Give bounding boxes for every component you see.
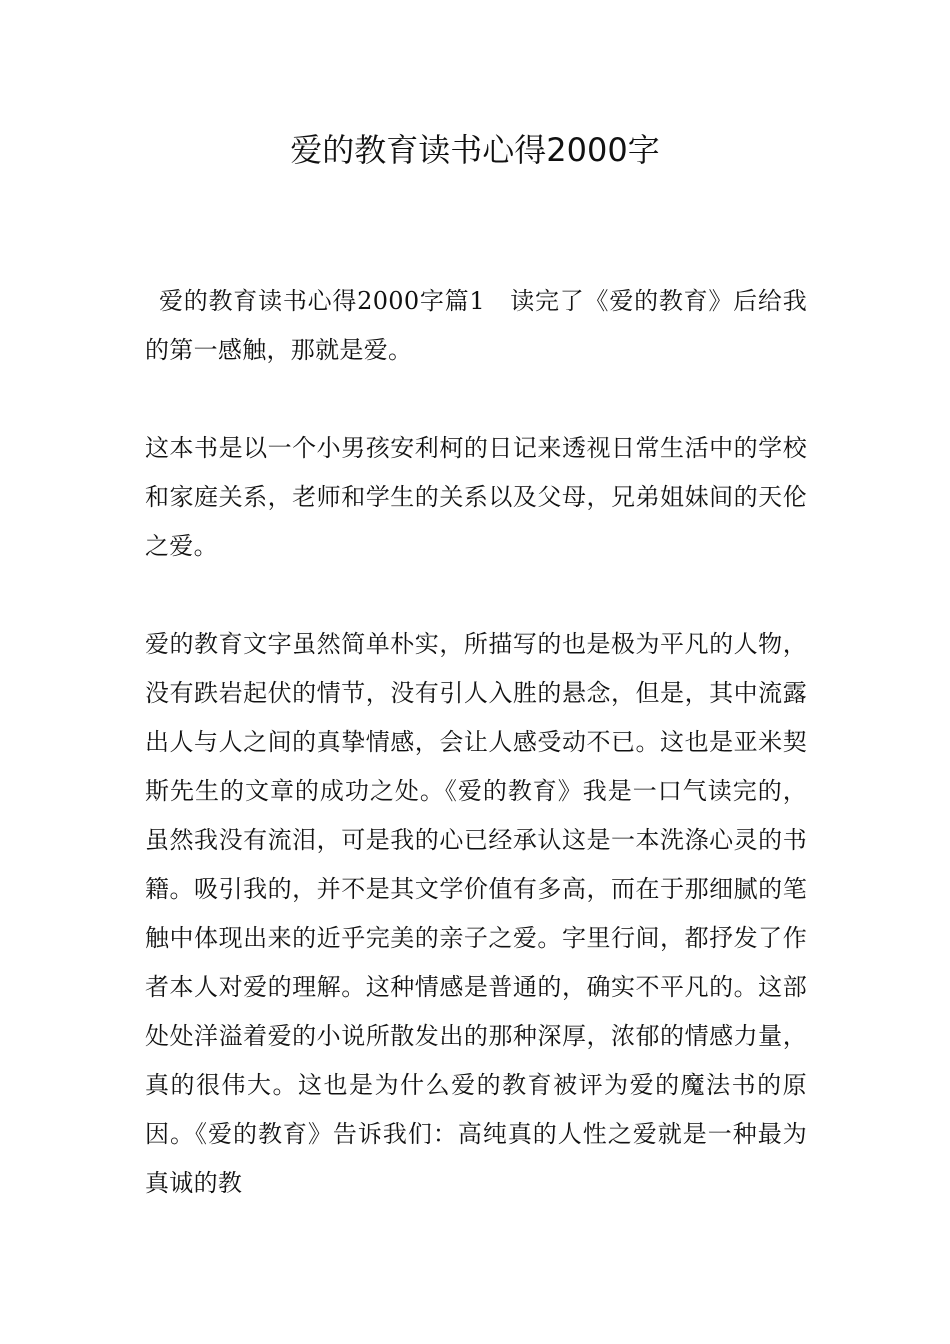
paragraph-spacer [145,375,807,424]
page-title: 爱的教育读书心得2000字 [290,131,660,169]
paragraph-1: 爱的教育读书心得2000字篇1 读完了《爱的教育》后给我的第一感触，那就是爱。 [145,287,807,364]
document-body [145,277,807,1208]
paragraph-2: 这本书是以一个小男孩安利柯的日记来透视日常生活中的学校和家庭关系，老师和学生的关系以及父母，兄弟姐妹间的天伦之爱。 [145,434,807,560]
paragraph-spacer [145,571,807,620]
paragraph-3: 爱的教育文字虽然简单朴实，所描写的也是极为平凡的人物，没有跌岩起伏的情节，没有引人入胜的悬念，但是，其中流露出人与人之间的真挚情感，会让人感受动不已。这也是亚米契斯先生的文章的成功之处。《爱的教育》我是一口气读完的，虽然我没有流泪，可是我的心已经承认这是一本洗涤心灵的书籍。吸引我的，并不是其文学价值有多高，而在于那细腻的笔触中体现出来的近乎完美的亲子之爱。字里行间，都抒发了作者本人对爱的理解。这种情感是普通的，确实不平凡的。这部处处洋溢着爱的小说所散发出的那种深厚，浓郁的情感力量，真的很伟大。这也是为什么爱的教育被评为爱的魔法书的原因。《爱的教育》告诉我们：高纯真的人性之爱就是一种最为真诚的教 [145,630,807,1197]
